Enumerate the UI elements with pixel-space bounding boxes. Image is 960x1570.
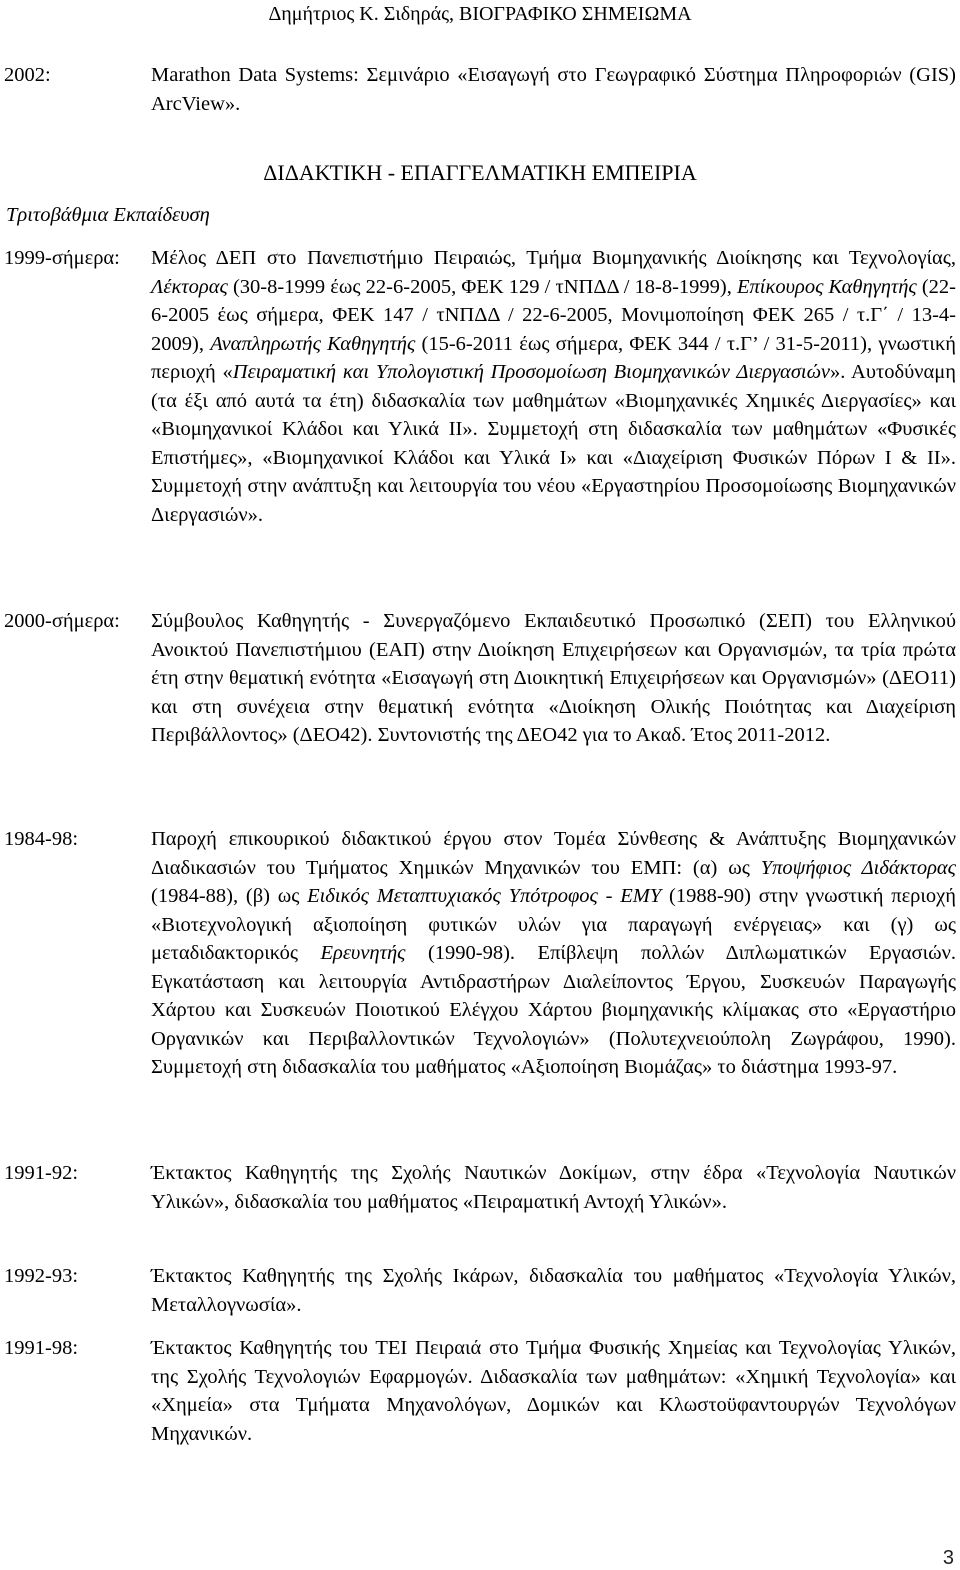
entry-text: Μέλος ΔΕΠ στο Πανεπιστήμιο Πειραιώς, Τμήμα Βιομηχανικής Διοίκησης και Τεχνολογίας, Λέκτορας (30-8-1999 έως 22-6-2005, ΦΕΚ 129 / τΝΠΔΔ / 18-8-1999), Επίκουρος Καθηγητής (22-6-2005 έως σήμερα, ΦΕΚ 147 / τΝΠΔΔ / 22-6-2005, Μονιμοποίηση ΦΕΚ 265 / τ.Γ΄ / 13-4-2009), Αναπληρωτής Καθηγητής (15-6-2011 έως σήμερα, ΦΕΚ 344 / τ.Γ’ / 31-5-2011), γνωστική περιοχή «Πειραματική και Υπολογιστική Προσομοίωση Βιομηχανικών Διεργασιών». Αυτοδύναμη (τα έξι από αυτά τα έτη) διδασκαλία των μαθημάτων «Βιομηχανικές Χημικές Διεργασίες» και «Βιομηχανικοί Κλάδοι και Υλικά ΙΙ». Συμμετοχή στη διδασκαλία των μαθημάτων «Φυσικές Επιστήμες», «Βιομηχανικοί Κλάδοι και Υλικά Ι» και «Διαχείριση Φυσικών Πόρων Ι & ΙΙ». Συμμετοχή στην ανάπτυξη και λειτουργία του νέου «Εργαστηρίου Προσομοίωσης Βιομηχανικών Διεργασιών». — [151, 247, 957, 526]
experience-entry-2000 — [0, 607, 960, 750]
section-subheading: Τριτοβάθμια Εκπαίδευση — [6, 204, 210, 226]
entry-text: Σύμβουλος Καθηγητής - Συνεργαζόμενο Εκπαιδευτικό Προσωπικό (ΣΕΠ) του Ελληνικού Ανοικτού Πανεπιστήμιου (ΕΑΠ) στην Διοίκηση Επιχειρήσεων και Οργανισμών, τα τρία πρώτα έτη στην θεματική ενότητα «Εισαγωγή στη Διοικητική Επιχειρήσεων και Οργανισμών» (ΔΕΟ11) και στη συνέχεια στην θεματική ενότητα «Διοίκηση Ολικής Ποιότητας και Διαχείριση Περιβάλλοντος» (ΔΕΟ42). Συντονιστής της ΔΕΟ42 για το Ακαδ. Έτος 2011-2012. — [151, 610, 956, 746]
experience-entry-1991-92 — [0, 1159, 960, 1216]
running-header — [0, 2, 960, 26]
experience-entry-1991-98 — [0, 1334, 960, 1448]
experience-entry-1999 — [0, 244, 960, 529]
entry-label: 1992-93: — [4, 1265, 79, 1287]
entry-label: 1999-σήμερα: — [4, 247, 120, 269]
entry-label: 1984-98: — [4, 828, 79, 850]
entry-label: 1991-98: — [4, 1337, 79, 1359]
page-number: 3 — [942, 1547, 954, 1569]
experience-entry-1992-93 — [0, 1262, 960, 1319]
entry-label: 1991-92: — [4, 1162, 79, 1184]
running-header-title: Δημήτριος Κ. Σιδηράς, ΒΙΟΓΡΑΦΙΚΟ ΣΗΜΕΙΩΜΑ — [268, 3, 692, 25]
entry-label: 2002: — [4, 64, 51, 86]
section-heading: ΔΙΔΑΚΤΙΚΗ - ΕΠΑΓΓΕΛΜΑΤΙΚΗ ΕΜΠΕΙΡΙΑ — [263, 160, 697, 185]
entry-label: 2000-σήμερα: — [4, 610, 120, 632]
entry-text: Έκτακτος Καθηγητής του ΤΕΙ Πειραιά στο Τμήμα Φυσικής Χημείας και Τεχνολογίας Υλικών, της Σχολής Τεχνολογιών Εφαρμογών. Διδασκαλία των μαθημάτων: «Χημική Τεχνολογία» και «Χημεία» στα Τμήματα Μηχανολόγων, Δομικών και Κλωστοϋφαντουργών Τεχνολόγων Μηχανικών. — [151, 1337, 956, 1445]
entry-text: Έκτακτος Καθηγητής της Σχολής Ναυτικών Δοκίμων, στην έδρα «Τεχνολογία Ναυτικών Υλικών», διδασκαλία του μαθήματος «Πειραματική Αντοχή Υλικών». — [151, 1162, 956, 1213]
entry-text: Marathon Data Systems: Σεμινάριο «Εισαγωγή στο Γεωγραφικό Σύστημα Πληροφοριών (GIS) ArcView». — [151, 64, 956, 115]
entry-text: Παροχή επικουρικού διδακτικού έργου στον Τομέα Σύνθεσης & Ανάπτυξης Βιομηχανικών Διαδικασιών του Τμήματος Χημικών Μηχανικών του ΕΜΠ: (α) ως Υποψήφιος Διδάκτορας (1984-88), (β) ως Ειδικός Μεταπτυχιακός Υπότροφος - ΕΜΥ (1988-90) στην γνωστική περιοχή «Βιοτεχνολογική αξιοποίηση φυτικών υλών για παραγωγή ενέργειας» και (γ) ως μεταδιδακτορικός Ερευνητής (1990-98). Επίβλεψη πολλών Διπλωματικών Εργασιών. Εγκατάσταση και λειτουργία Αντιδραστήρων Διαλείποντος Έργου, Συσκευών Παραγωγής Χάρτου και Συσκευών Ποιοτικού Ελέγχου Χάρτου βιομηχανικής κλίμακας στο «Εργαστήριο Οργανικών και Περιβαλλοντικών Τεχνολογιών» (Πολυτεχνειούπολη Ζωγράφου, 1990). Συμμετοχή στη διδασκαλία του μαθήματος «Αξιοποίηση Βιομάζας» το διάστημα 1993-97. — [151, 828, 957, 1078]
training-entry-2002 — [0, 61, 960, 118]
experience-entry-1984 — [0, 825, 960, 1082]
entry-text: Έκτακτος Καθηγητής της Σχολής Ικάρων, διδασκαλία του μαθήματος «Τεχνολογία Υλικών, Μεταλλογνωσία». — [151, 1265, 956, 1316]
